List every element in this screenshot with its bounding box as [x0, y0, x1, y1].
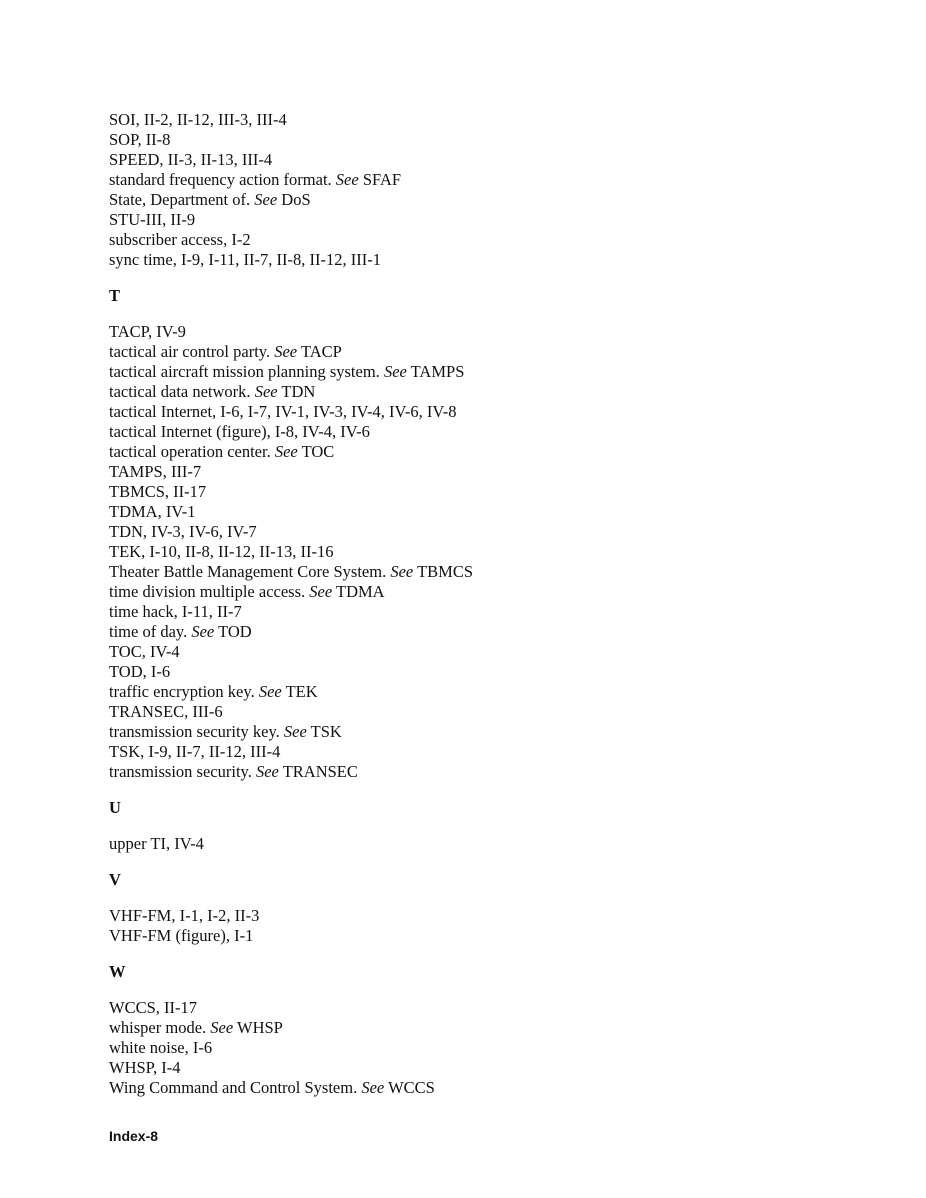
- index-body: [109, 110, 869, 1098]
- index-entry: [109, 682, 869, 702]
- index-entry: [109, 926, 869, 946]
- index-entry: [109, 998, 869, 1018]
- index-entry-text: TDMA, IV-1: [109, 502, 196, 521]
- see-reference-target: SFAF: [362, 170, 402, 189]
- index-entry-text: SPEED, II-3, II-13, III-4: [109, 150, 273, 169]
- index-entry-text: Theater Battle Management Core System.: [109, 562, 387, 581]
- see-reference-label: See: [258, 682, 282, 701]
- index-entry-text: TOD, I-6: [109, 662, 171, 681]
- index-entry: [109, 442, 869, 462]
- see-reference-target: TDMA: [336, 582, 385, 601]
- index-entry-text: tactical Internet, I-6, I-7, IV-1, IV-3, IV-4, IV-6, IV-8: [109, 402, 457, 421]
- index-entry: [109, 762, 869, 782]
- index-entry-text: tactical air control party.: [109, 342, 271, 361]
- index-entry-text: tactical Internet (figure), I-8, IV-4, IV-6: [109, 422, 370, 441]
- see-reference-label: See: [283, 722, 307, 741]
- see-reference-target: TOC: [301, 442, 335, 461]
- index-entry: [109, 462, 869, 482]
- index-section-u: [109, 798, 869, 854]
- index-entry: [109, 602, 869, 622]
- index-section-continued: [109, 110, 869, 270]
- index-entry-text: TSK, I-9, II-7, II-12, III-4: [109, 742, 281, 761]
- see-reference-target: TACP: [300, 342, 342, 361]
- index-entry-text: whisper mode.: [109, 1018, 207, 1037]
- section-letter-heading: V: [109, 870, 121, 889]
- index-entry-text: TACP, IV-9: [109, 322, 186, 341]
- section-letter-heading: U: [109, 798, 121, 817]
- index-entry-text: traffic encryption key.: [109, 682, 255, 701]
- index-section-w: [109, 962, 869, 1098]
- index-entry-text: SOI, II-2, II-12, III-3, III-4: [109, 110, 287, 129]
- see-reference-label: See: [383, 362, 407, 381]
- see-reference-label: See: [254, 382, 278, 401]
- index-entry-text: TEK, I-10, II-8, II-12, II-13, II-16: [109, 542, 334, 561]
- see-reference-target: TDN: [281, 382, 316, 401]
- see-reference-target: TRANSEC: [282, 762, 358, 781]
- index-entry: [109, 362, 869, 382]
- index-entry-text: WHSP, I-4: [109, 1058, 181, 1077]
- see-reference-label: See: [255, 762, 279, 781]
- index-entry-text: WCCS, II-17: [109, 998, 197, 1017]
- index-entry: [109, 702, 869, 722]
- index-entry-text: tactical aircraft mission planning system.: [109, 362, 380, 381]
- index-entry: [109, 562, 869, 582]
- section-letter-heading: W: [109, 962, 126, 981]
- index-entry: [109, 130, 869, 150]
- index-entry: [109, 582, 869, 602]
- section-letter-heading: T: [109, 286, 121, 305]
- index-entry-text: subscriber access, I-2: [109, 230, 251, 249]
- index-entry: [109, 170, 869, 190]
- index-section-v: [109, 870, 869, 946]
- see-reference-target: TAMPS: [410, 362, 465, 381]
- index-entry: [109, 522, 869, 542]
- index-entry: [109, 742, 869, 762]
- index-entry-text: time of day.: [109, 622, 188, 641]
- index-entry-text: transmission security.: [109, 762, 252, 781]
- index-entry-text: TBMCS, II-17: [109, 482, 207, 501]
- index-entry: [109, 210, 869, 230]
- index-entry: [109, 662, 869, 682]
- index-entry-text: State, Department of.: [109, 190, 251, 209]
- index-entry-text: sync time, I-9, I-11, II-7, II-8, II-12, III-1: [109, 250, 381, 269]
- index-entry-text: tactical data network.: [109, 382, 251, 401]
- page-footer-label: Index-8: [109, 1128, 159, 1144]
- index-entry: [109, 1038, 869, 1058]
- index-entry: [109, 502, 869, 522]
- index-entry-text: STU-III, II-9: [109, 210, 196, 229]
- index-entry: [109, 906, 869, 926]
- index-entry: [109, 1058, 869, 1078]
- index-entry-text: SOP, II-8: [109, 130, 171, 149]
- see-reference-label: See: [335, 170, 359, 189]
- index-entry: [109, 382, 869, 402]
- index-entry-text: upper TI, IV-4: [109, 834, 204, 853]
- index-entry: [109, 402, 869, 422]
- index-entry: [109, 342, 869, 362]
- index-entry-text: Wing Command and Control System.: [109, 1078, 358, 1097]
- index-entry: [109, 150, 869, 170]
- index-entry: [109, 1018, 869, 1038]
- index-entry-text: white noise, I-6: [109, 1038, 213, 1057]
- index-entry: [109, 542, 869, 562]
- see-reference-label: See: [254, 190, 278, 209]
- see-reference-label: See: [210, 1018, 234, 1037]
- index-entry-text: TRANSEC, III-6: [109, 702, 223, 721]
- index-entry: [109, 482, 869, 502]
- see-reference-target: WHSP: [237, 1018, 283, 1037]
- index-entry-text: standard frequency action format.: [109, 170, 332, 189]
- index-entry: [109, 110, 869, 130]
- see-reference-label: See: [191, 622, 215, 641]
- see-reference-target: TEK: [285, 682, 318, 701]
- index-entry: [109, 722, 869, 742]
- index-section-t: [109, 286, 869, 782]
- index-entry: [109, 230, 869, 250]
- see-reference-target: WCCS: [388, 1078, 435, 1097]
- index-entry-text: tactical operation center.: [109, 442, 271, 461]
- see-reference-label: See: [361, 1078, 385, 1097]
- see-reference-target: DoS: [281, 190, 311, 209]
- index-entry: [109, 1078, 869, 1098]
- index-entry: [109, 250, 869, 270]
- see-reference-target: TSK: [310, 722, 342, 741]
- index-entry-text: time hack, I-11, II-7: [109, 602, 242, 621]
- index-entry-text: time division multiple access.: [109, 582, 306, 601]
- index-entry: [109, 322, 869, 342]
- index-entry-text: TDN, IV-3, IV-6, IV-7: [109, 522, 257, 541]
- index-entry-text: VHF-FM, I-1, I-2, II-3: [109, 906, 260, 925]
- index-entry: [109, 834, 869, 854]
- see-reference-label: See: [309, 582, 333, 601]
- index-entry-text: TOC, IV-4: [109, 642, 180, 661]
- index-entry-text: TAMPS, III-7: [109, 462, 202, 481]
- index-entry: [109, 190, 869, 210]
- index-entry: [109, 622, 869, 642]
- index-entry-text: VHF-FM (figure), I-1: [109, 926, 254, 945]
- index-entry: [109, 422, 869, 442]
- see-reference-label: See: [274, 342, 298, 361]
- index-entry-text: transmission security key.: [109, 722, 280, 741]
- see-reference-target: TOD: [218, 622, 252, 641]
- index-entry: [109, 642, 869, 662]
- see-reference-target: TBMCS: [417, 562, 474, 581]
- see-reference-label: See: [274, 442, 298, 461]
- see-reference-label: See: [390, 562, 414, 581]
